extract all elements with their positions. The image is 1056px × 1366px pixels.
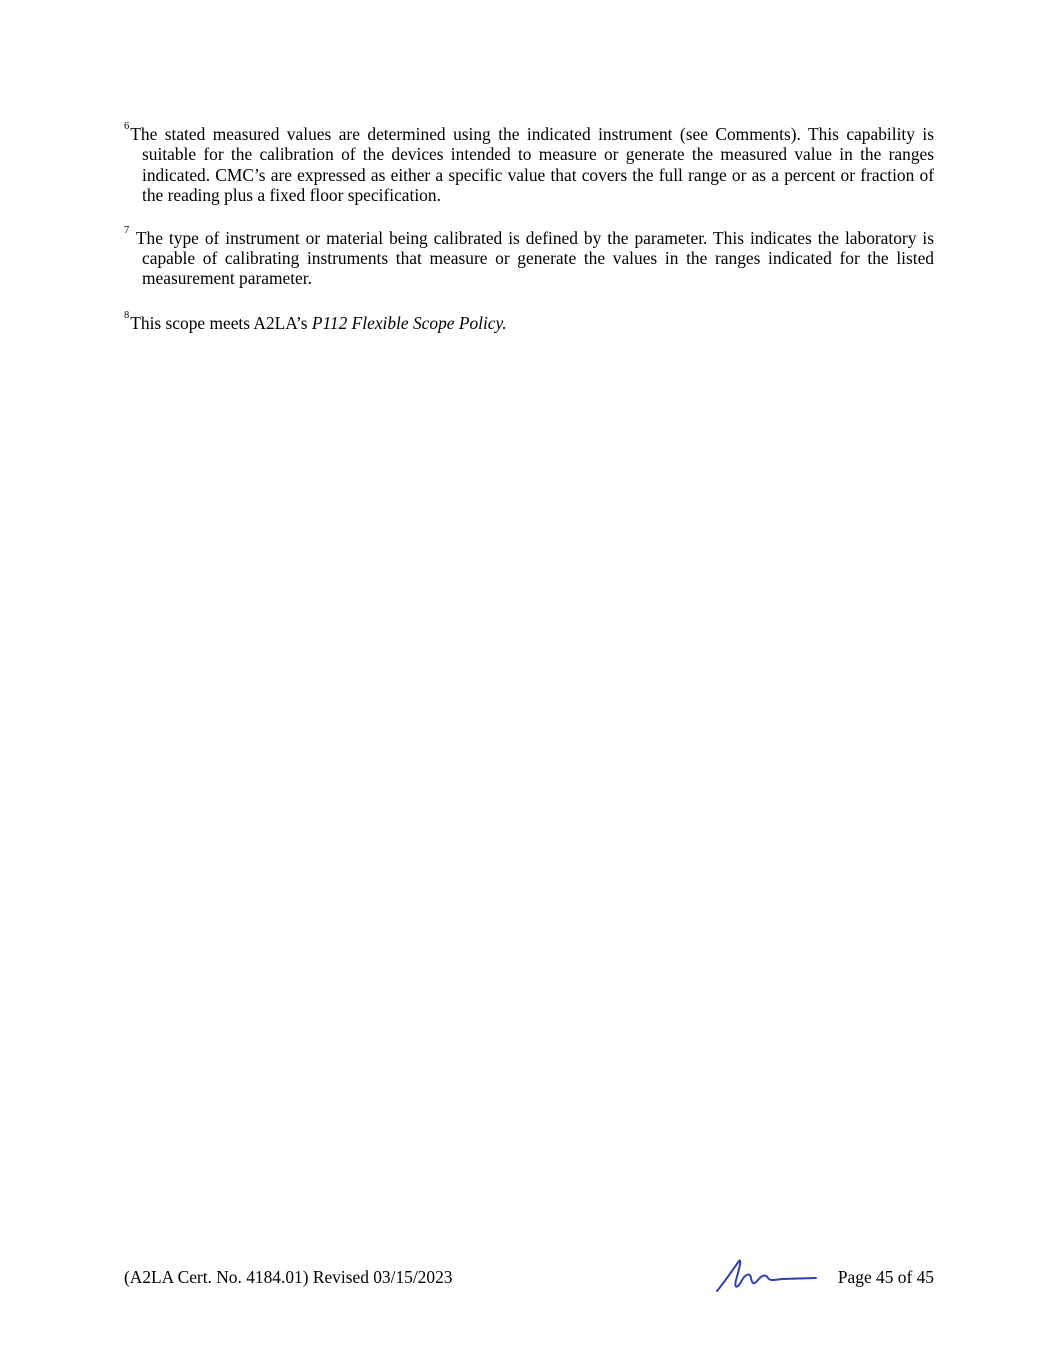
footnote-marker: 7: [124, 224, 130, 236]
footnote-marker: 6: [124, 121, 130, 132]
signature-image: [712, 1258, 822, 1294]
footnote-text: The stated measured values are determined using the indicated instrument (see Comments). This capability is suitable for the calibration of the devices intended to measure or generate the measured value in the ranges indicated. CMC’s are expressed as either a specific value that covers the full range or as a percent or fraction of the reading plus a fixed floor specification.: [130, 124, 934, 206]
footnote-6: [124, 121, 934, 206]
footnote-8: [124, 309, 934, 333]
page-footer: [124, 1264, 934, 1294]
footnote-text: This scope meets A2LA’s: [130, 312, 312, 333]
footnote-7: [124, 224, 934, 289]
footnote-text: The type of instrument or material being calibrated is defined by the parameter. This indicates the laboratory is capable of calibrating instruments that measure or generate the values in the ranges indicated for the listed measurement parameter.: [135, 227, 934, 289]
policy-name: P112 Flexible Scope Policy.: [311, 312, 507, 333]
page-number: Page 45 of 45: [837, 1267, 934, 1287]
certificate-revision: (A2LA Cert. No. 4184.01) Revised 03/15/2023: [124, 1267, 453, 1287]
footnotes-section: [124, 121, 934, 333]
footnote-marker: 8: [124, 309, 130, 321]
